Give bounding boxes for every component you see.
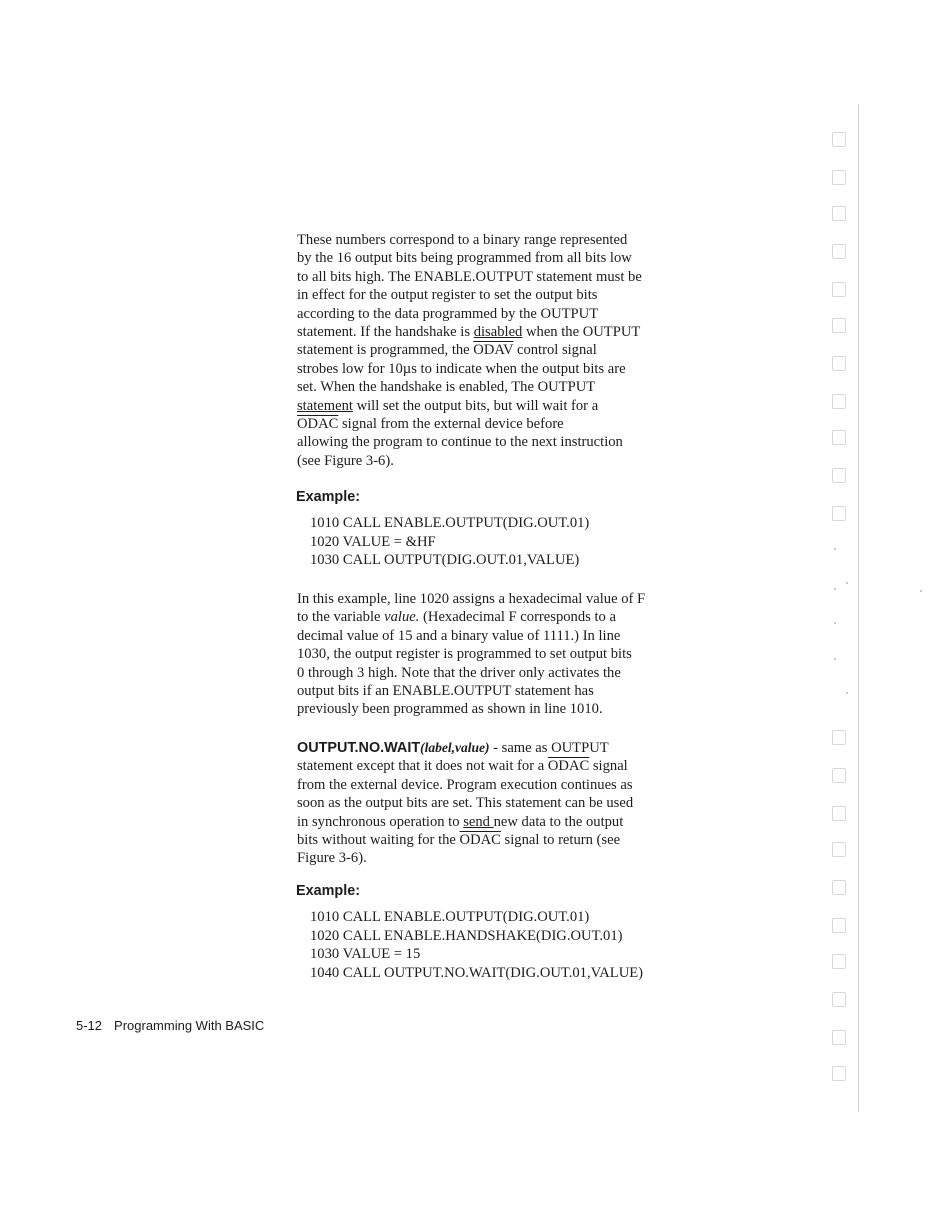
binder-hole	[832, 132, 846, 147]
text-line: from the external device. Program execution continues as	[297, 776, 633, 793]
text-run: new data to the output	[493, 813, 624, 830]
text-line	[297, 813, 737, 831]
text-run: in synchronous operation to	[297, 813, 464, 830]
text-line: In this example, line 1020 assigns a hexadecimal value of F	[297, 591, 646, 607]
example-heading: Example:	[296, 489, 360, 505]
binder-hole	[832, 170, 846, 185]
binder-hole	[832, 730, 846, 745]
code-line: 1040 CALL OUTPUT.NO.WAIT(DIG.OUT.01,VALUE)	[310, 964, 644, 981]
underlined-word: send	[463, 813, 494, 830]
italic-word: value.	[384, 609, 420, 626]
text-line: 1030, the output register is programmed to set output bits	[297, 646, 632, 663]
text-line	[297, 831, 737, 849]
text-line: 0 through 3 high. Note that the driver only activates the	[297, 664, 621, 681]
text-run: signal from the external device before	[338, 416, 564, 433]
binder-hole	[832, 468, 846, 483]
command-args: (label,value)	[420, 740, 490, 755]
text-run: - same as OUTPUT	[489, 740, 609, 756]
binder-hole	[832, 506, 846, 521]
text-line	[297, 397, 737, 415]
text-line: (see Figure 3-6).	[297, 452, 394, 469]
binder-hole	[832, 992, 846, 1007]
text-run: statement is programmed, the	[297, 342, 474, 359]
text-line	[297, 608, 737, 626]
binder-hole	[832, 954, 846, 969]
text-line	[297, 739, 737, 757]
overlined-signal: ODAV	[473, 342, 514, 359]
binder-hole	[832, 918, 846, 933]
text-line	[297, 323, 737, 341]
text-run: will set the output bits, but will wait for a	[352, 397, 599, 414]
text-run: bits without waiting for the	[297, 832, 460, 849]
text-line: allowing the program to continue to the next instruction	[297, 434, 623, 451]
text-line	[297, 415, 737, 433]
text-line: according to the data programmed by the OUTPUT	[297, 305, 599, 322]
text-line: Figure 3-6).	[297, 850, 367, 867]
text-run: control signal	[513, 342, 597, 359]
binder-hole	[832, 318, 846, 333]
text-line: in effect for the output register to set the output bits	[297, 287, 598, 304]
text-line: strobes low for 10µs to indicate when the output bits are	[297, 360, 626, 377]
binder-hole	[832, 244, 846, 259]
binder-hole	[832, 356, 846, 371]
paragraph-output-no-wait	[297, 739, 737, 868]
binder-edge-line	[858, 104, 859, 1112]
text-line: previously been programmed as shown in line 1010.	[297, 701, 603, 718]
overlined-signal: ODAC	[547, 758, 590, 775]
text-run: to the variable	[297, 609, 385, 626]
binder-hole	[832, 282, 846, 297]
text-run: signal	[589, 758, 628, 775]
code-line: 1030 VALUE = 15	[310, 946, 421, 962]
binder-hole	[832, 880, 846, 895]
text-line: to all bits high. The ENABLE.OUTPUT statement must be	[297, 268, 642, 285]
text-line: soon as the output bits are set. This statement can be used	[297, 795, 634, 812]
page-number: 5-12	[76, 1018, 103, 1033]
binder-hole	[832, 394, 846, 409]
text-run: when the OUTPUT	[522, 324, 641, 341]
paragraph-example-explanation	[297, 590, 737, 719]
text-run: statement except that it does not wait for a	[297, 758, 548, 775]
paragraph-output-description	[297, 231, 737, 470]
binder-hole	[832, 430, 846, 445]
underlined-word: statement	[297, 397, 353, 414]
code-line: 1010 CALL ENABLE.OUTPUT(DIG.OUT.01)	[310, 515, 590, 531]
overlined-signal: ODAC	[297, 416, 339, 433]
text-run: (Hexadecimal F corresponds to a	[419, 609, 616, 626]
text-run: signal to return (see	[500, 832, 621, 849]
scan-speck	[834, 588, 836, 590]
underlined-word: disabled	[473, 324, 523, 341]
text-line	[297, 341, 737, 359]
text-line: decimal value of 15 and a binary value of 1111.) In line	[297, 627, 621, 644]
binder-hole	[832, 1030, 846, 1045]
text-line: output bits if an ENABLE.OUTPUT statement has	[297, 683, 594, 700]
binder-hole	[832, 206, 846, 221]
text-run: statement. If the handshake is	[297, 324, 474, 341]
code-example-2	[310, 908, 643, 982]
scan-speck	[846, 692, 848, 694]
code-line: 1010 CALL ENABLE.OUTPUT(DIG.OUT.01)	[310, 909, 590, 925]
page-footer	[76, 1018, 264, 1033]
text-line: by the 16 output bits being programmed from all bits low	[297, 250, 632, 267]
section-title: Programming With BASIC	[114, 1018, 265, 1033]
binder-hole	[832, 1066, 846, 1081]
binder-hole	[832, 806, 846, 821]
scan-speck	[846, 582, 848, 584]
scan-speck	[834, 548, 836, 550]
scan-speck	[834, 622, 836, 624]
code-example-1	[310, 514, 589, 570]
example-heading: Example:	[296, 883, 360, 899]
command-name: OUTPUT.NO.WAIT	[297, 740, 421, 756]
binder-hole	[832, 842, 846, 857]
text-line	[297, 757, 737, 775]
code-line: 1020 VALUE = &HF	[310, 533, 436, 550]
binder-hole	[832, 768, 846, 783]
text-line: These numbers correspond to a binary range represented	[297, 232, 628, 248]
code-line: 1030 CALL OUTPUT(DIG.OUT.01,VALUE)	[310, 552, 580, 568]
scan-speck	[834, 658, 836, 660]
overlined-signal: ODAC	[459, 832, 501, 849]
text-line: set. When the handshake is enabled, The OUTPUT	[297, 379, 596, 396]
code-line: 1020 CALL ENABLE.HANDSHAKE(DIG.OUT.01)	[310, 927, 623, 944]
scan-speck	[920, 590, 922, 592]
